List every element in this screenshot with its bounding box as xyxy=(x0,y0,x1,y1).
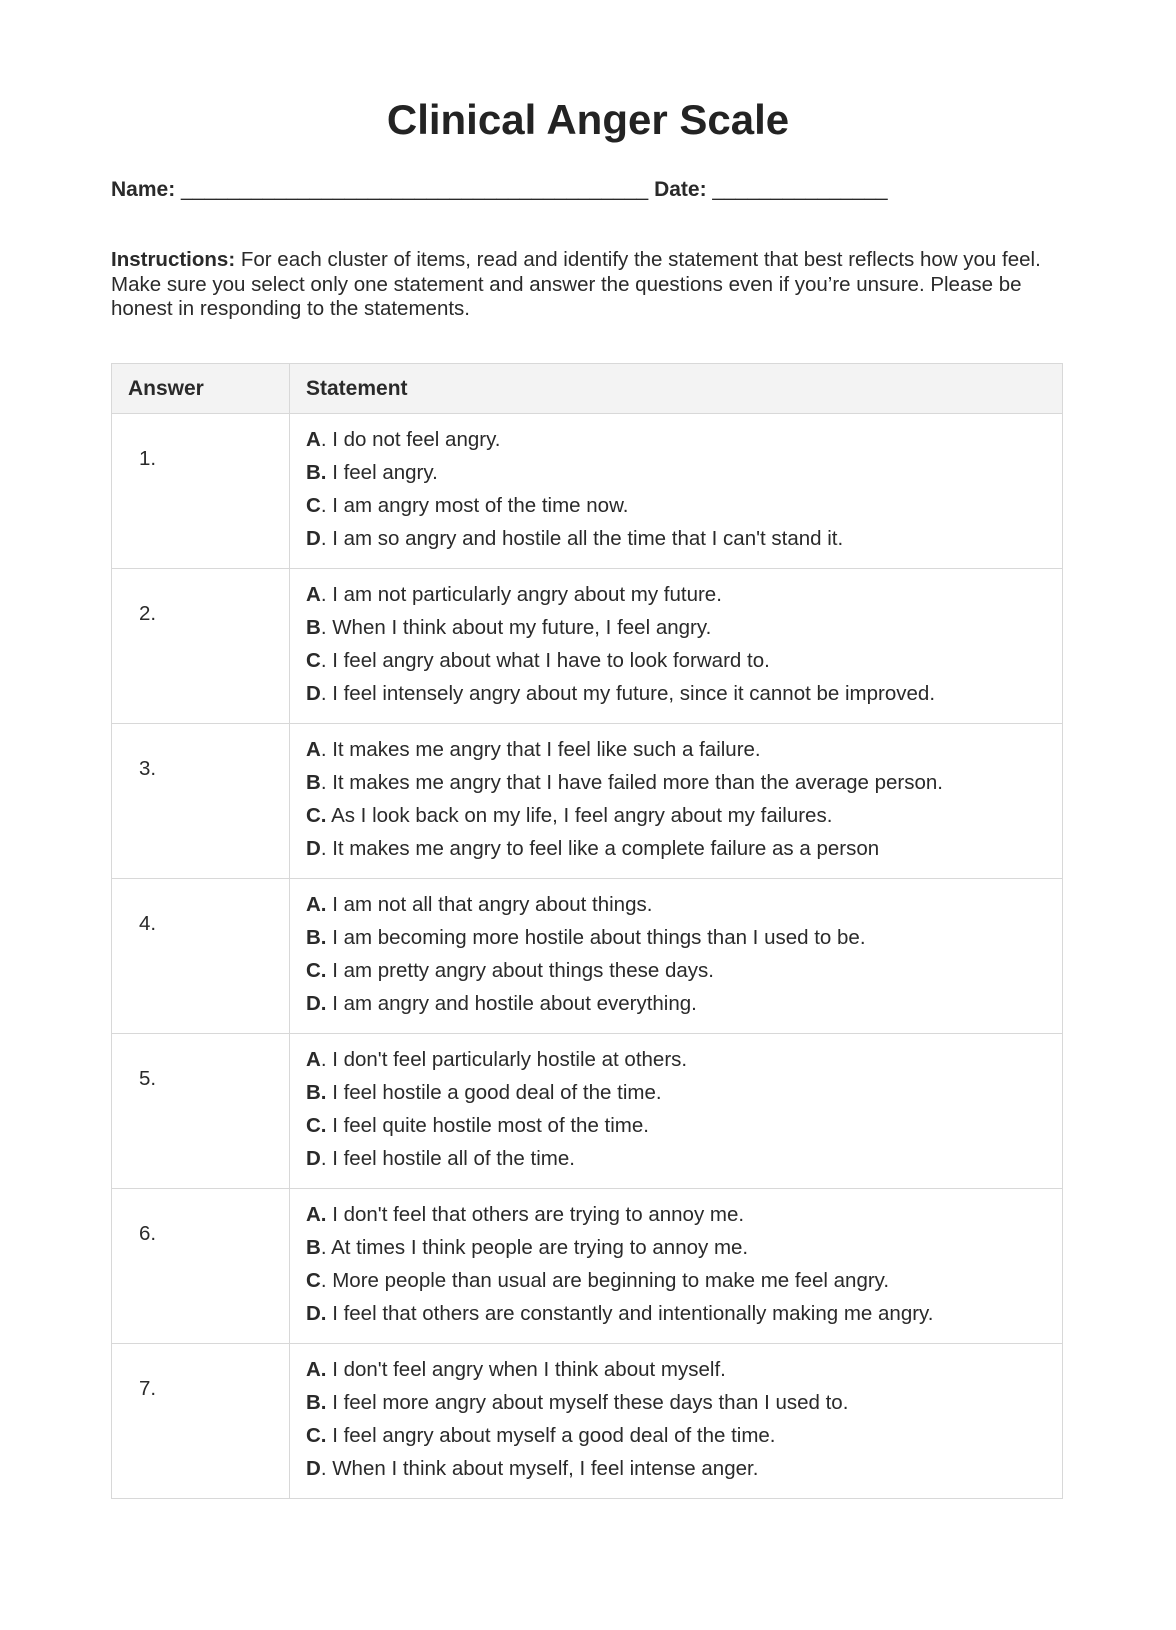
option-letter: D xyxy=(306,1457,321,1480)
statement-option xyxy=(306,649,1062,682)
option-letter: C xyxy=(306,1269,321,1292)
table-row xyxy=(112,414,1063,569)
option-text: I am angry and hostile about everything. xyxy=(326,992,697,1015)
option-text: It makes me angry to feel like a complete failure as a person xyxy=(326,837,880,860)
statement-option xyxy=(306,428,1062,461)
option-letter: C. xyxy=(306,1114,327,1137)
statement-option xyxy=(306,616,1062,649)
statement-option xyxy=(306,1114,1062,1147)
option-text: As I look back on my life, I feel angry about my failures. xyxy=(326,804,833,827)
option-text: I feel more angry about myself these days than I used to. xyxy=(326,1391,849,1414)
answer-cell[interactable]: 3. xyxy=(112,724,290,879)
option-separator: . xyxy=(320,1147,327,1170)
option-separator: . xyxy=(320,1236,327,1259)
statement-option xyxy=(306,771,1062,804)
option-separator: . xyxy=(320,837,327,860)
option-letter: C xyxy=(306,494,321,517)
statement-option xyxy=(306,583,1062,616)
statement-option xyxy=(306,1302,1062,1335)
statement-option xyxy=(306,992,1062,1025)
statement-cell xyxy=(290,724,1063,879)
table-body xyxy=(112,414,1063,1499)
option-separator: . xyxy=(320,1457,327,1480)
option-text: More people than usual are beginning to make me feel angry. xyxy=(326,1269,890,1292)
statement-option xyxy=(306,1391,1062,1424)
statement-cell xyxy=(290,414,1063,569)
option-letter: C xyxy=(306,649,321,672)
option-letter: A xyxy=(306,428,321,451)
statement-option xyxy=(306,804,1062,837)
option-separator: . xyxy=(320,1048,327,1071)
option-letter: B xyxy=(306,1236,321,1259)
option-text: I do not feel angry. xyxy=(326,428,501,451)
option-separator: . xyxy=(320,583,327,606)
option-text: I feel angry about myself a good deal of the time. xyxy=(326,1424,776,1447)
answer-cell[interactable]: 1. xyxy=(112,414,290,569)
option-letter: A xyxy=(306,738,321,761)
option-text: It makes me angry that I have failed more than the average person. xyxy=(326,771,943,794)
option-letter: A xyxy=(306,583,321,606)
statement-option xyxy=(306,1269,1062,1302)
option-letter: C. xyxy=(306,1424,327,1447)
option-letter: D xyxy=(306,682,321,705)
name-field-line[interactable]: ________________________________________ xyxy=(181,178,649,201)
option-separator: . xyxy=(320,1269,327,1292)
option-text: I feel hostile a good deal of the time. xyxy=(326,1081,662,1104)
option-letter: D. xyxy=(306,992,327,1015)
option-text: I don't feel angry when I think about myself. xyxy=(326,1358,726,1381)
instructions-label: Instructions: xyxy=(111,248,236,271)
option-text: At times I think people are trying to annoy me. xyxy=(326,1236,749,1259)
answer-cell[interactable]: 7. xyxy=(112,1344,290,1499)
option-letter: B xyxy=(306,616,321,639)
option-letter: D xyxy=(306,837,321,860)
statement-cell xyxy=(290,879,1063,1034)
option-separator: . xyxy=(320,649,327,672)
statement-cell xyxy=(290,1344,1063,1499)
statement-cell xyxy=(290,1189,1063,1344)
table-row xyxy=(112,879,1063,1034)
statement-option xyxy=(306,1236,1062,1269)
statement-option xyxy=(306,1147,1062,1180)
date-label: Date: xyxy=(654,178,707,201)
option-letter: C. xyxy=(306,959,327,982)
statement-option xyxy=(306,461,1062,494)
statement-option xyxy=(306,1203,1062,1236)
answer-cell[interactable]: 2. xyxy=(112,569,290,724)
option-letter: C. xyxy=(306,804,327,827)
option-text: I am not particularly angry about my future. xyxy=(326,583,722,606)
option-letter: B. xyxy=(306,1391,327,1414)
option-letter: A xyxy=(306,1048,321,1071)
instructions xyxy=(111,248,1061,322)
date-field-line[interactable]: _______________ xyxy=(712,178,888,201)
option-text: I don't feel particularly hostile at others. xyxy=(326,1048,688,1071)
page-title: Clinical Anger Scale xyxy=(386,96,790,143)
option-letter: B. xyxy=(306,1081,327,1104)
option-letter: D. xyxy=(306,1302,327,1325)
statement-option xyxy=(306,1457,1062,1490)
option-letter: A. xyxy=(306,893,327,916)
statement-option xyxy=(306,1081,1062,1114)
statement-option xyxy=(306,738,1062,771)
option-text: I am so angry and hostile all the time that I can't stand it. xyxy=(326,527,844,550)
statement-option xyxy=(306,682,1062,715)
option-letter: B xyxy=(306,771,321,794)
option-letter: D xyxy=(306,1147,321,1170)
option-separator: . xyxy=(320,527,327,550)
option-letter: A. xyxy=(306,1358,327,1381)
option-separator: . xyxy=(320,428,327,451)
statement-cell xyxy=(290,569,1063,724)
answer-cell[interactable]: 5. xyxy=(112,1034,290,1189)
name-label: Name: xyxy=(111,178,176,201)
option-text: I am not all that angry about things. xyxy=(326,893,653,916)
instructions-text: For each cluster of items, read and identify the statement that best reflects how you feel. Make sure you select only one statement and answer the questions even if you’re unsure. Please be honest in responding to the statements. xyxy=(111,248,1041,320)
option-text: I am becoming more hostile about things than I used to be. xyxy=(326,926,866,949)
option-text: I am pretty angry about things these days. xyxy=(326,959,714,982)
option-text: I feel hostile all of the time. xyxy=(326,1147,575,1170)
option-text: I don't feel that others are trying to annoy me. xyxy=(326,1203,745,1226)
option-separator: . xyxy=(320,738,327,761)
statement-option xyxy=(306,959,1062,992)
statement-option xyxy=(306,1358,1062,1391)
statement-cell xyxy=(290,1034,1063,1189)
name-date-row xyxy=(111,178,888,202)
option-separator: . xyxy=(320,616,327,639)
column-header-answer: Answer xyxy=(112,364,290,414)
option-text: When I think about myself, I feel intense anger. xyxy=(326,1457,759,1480)
option-text: I feel that others are constantly and intentionally making me angry. xyxy=(326,1302,934,1325)
statement-option xyxy=(306,1048,1062,1081)
option-text: I feel angry about what I have to look forward to. xyxy=(326,649,770,672)
option-letter: A. xyxy=(306,1203,327,1226)
anger-scale-table xyxy=(111,363,1063,1499)
option-letter: B. xyxy=(306,461,327,484)
statement-option xyxy=(306,1424,1062,1457)
statement-option xyxy=(306,893,1062,926)
option-separator: . xyxy=(320,682,327,705)
option-text: I feel intensely angry about my future, since it cannot be improved. xyxy=(326,682,936,705)
table-row xyxy=(112,569,1063,724)
statement-option xyxy=(306,494,1062,527)
answer-cell[interactable]: 4. xyxy=(112,879,290,1034)
column-header-statement: Statement xyxy=(290,364,1063,414)
option-text: I am angry most of the time now. xyxy=(326,494,629,517)
option-letter: D xyxy=(306,527,321,550)
statement-option xyxy=(306,837,1062,870)
option-separator: . xyxy=(320,771,327,794)
table-row xyxy=(112,724,1063,879)
answer-cell[interactable]: 6. xyxy=(112,1189,290,1344)
option-letter: B. xyxy=(306,926,327,949)
statement-option xyxy=(306,527,1062,560)
option-separator: . xyxy=(320,494,327,517)
table-header-row xyxy=(112,364,1063,414)
option-text: I feel quite hostile most of the time. xyxy=(326,1114,649,1137)
statement-option xyxy=(306,926,1062,959)
table-row xyxy=(112,1189,1063,1344)
option-text: I feel angry. xyxy=(326,461,438,484)
table-row xyxy=(112,1034,1063,1189)
option-text: When I think about my future, I feel angry. xyxy=(326,616,712,639)
option-text: It makes me angry that I feel like such a failure. xyxy=(326,738,761,761)
table-row xyxy=(112,1344,1063,1499)
